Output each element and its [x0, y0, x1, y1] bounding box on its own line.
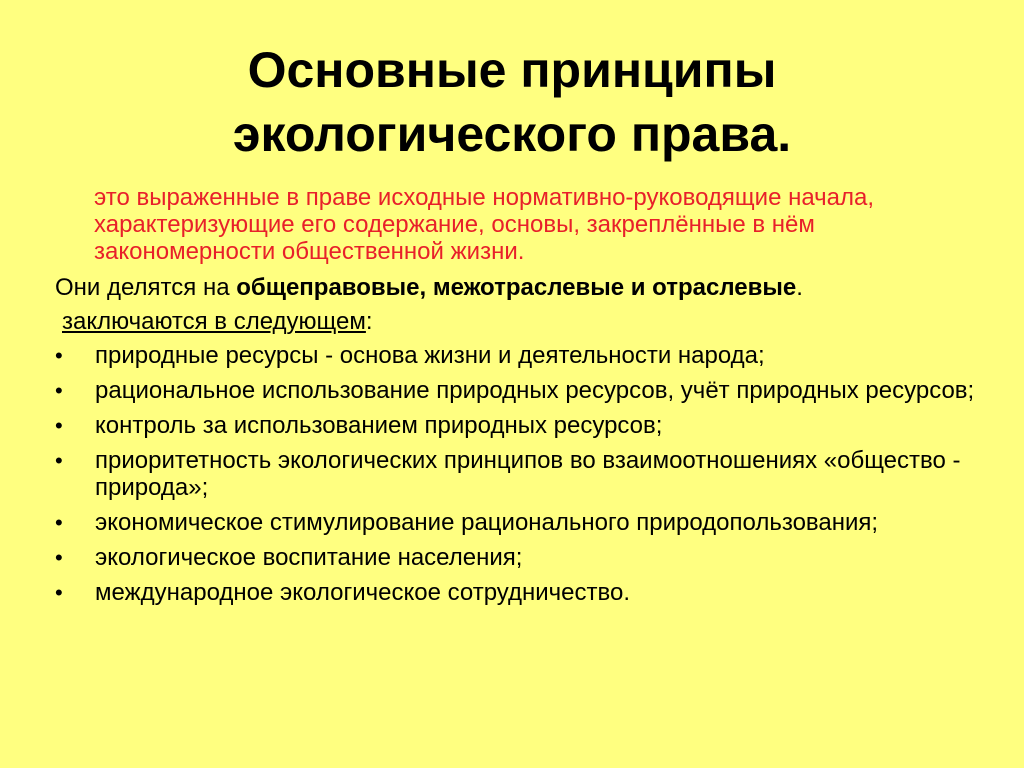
- list-item: [55, 447, 975, 501]
- intro-suffix: .: [796, 274, 803, 301]
- list-item-text: природные ресурсы - основа жизни и деятельности народа;: [95, 342, 765, 369]
- list-item: [55, 377, 975, 404]
- list-item: [55, 342, 975, 369]
- consists-underlined: заключаются в следующем: [62, 308, 366, 335]
- list-item-text: международное экологическое сотрудничество.: [95, 579, 630, 606]
- list-item-text: приоритетность экологических принципов во взаимоотношениях «общество - природа»;: [95, 447, 961, 501]
- bullet-icon: •: [55, 343, 63, 368]
- list-item: [55, 579, 975, 606]
- bullet-icon: •: [55, 580, 63, 605]
- title-line-1: Основные принципы: [247, 42, 777, 98]
- list-item-text: контроль за использованием природных ресурсов;: [95, 412, 663, 439]
- bullet-icon: •: [55, 448, 63, 473]
- intro-bold: общеправовые, межотраслевые и отраслевые: [236, 274, 797, 301]
- consists-heading: [62, 308, 373, 336]
- slide-title: [0, 38, 1024, 166]
- title-line-2: экологического права.: [232, 106, 792, 162]
- bullet-icon: •: [55, 413, 63, 438]
- bullet-icon: •: [55, 378, 63, 403]
- list-item-text: рациональное использование природных ресурсов, учёт природных ресурсов;: [95, 377, 975, 404]
- list-item: [55, 544, 975, 571]
- consists-suffix: :: [365, 308, 373, 335]
- principles-list: [55, 342, 975, 614]
- list-item-text: экологическое воспитание населения;: [95, 544, 523, 571]
- list-item: [55, 412, 975, 439]
- bullet-icon: •: [55, 545, 63, 570]
- list-item-text: экономическое стимулирование рационального природопользования;: [95, 509, 879, 536]
- intro-prefix: Они делятся на: [55, 274, 237, 301]
- definition-text: это выраженные в праве исходные нормативно-руководящие начала, характеризующие его содержание, основы, закреплённые в нём закономерности общественной жизни.: [94, 184, 875, 265]
- list-item: [55, 509, 975, 536]
- intro-text: [55, 274, 995, 302]
- bullet-icon: •: [55, 510, 63, 535]
